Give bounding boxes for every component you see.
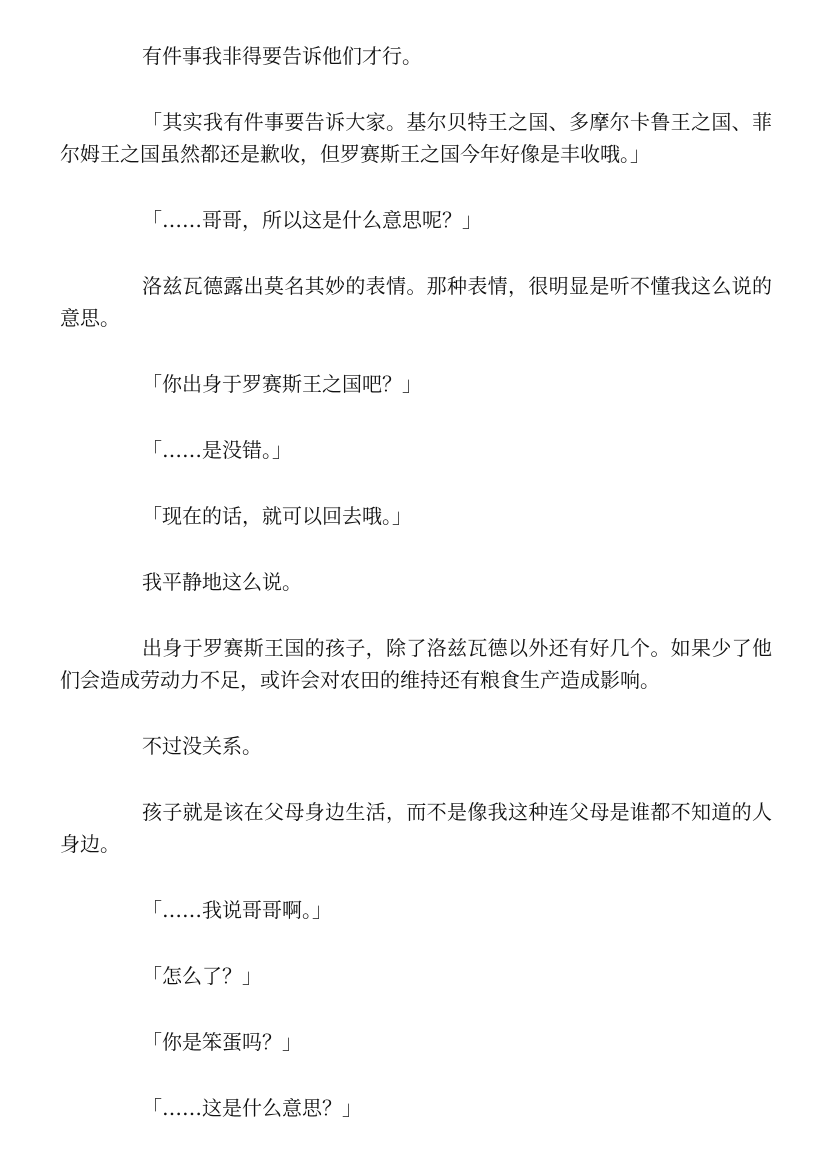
paragraph: 「怎么了？」 [142, 964, 262, 988]
paragraph: 「……哥哥，所以这是什么意思呢？」 [142, 208, 482, 232]
paragraph: 有件事我非得要告诉他们才行。 [142, 44, 422, 68]
paragraph: 「……这是什么意思？」 [142, 1096, 362, 1120]
paragraph: 「其实我有件事要告诉大家。基尔贝特王之国、多摩尔卡鲁王之国、菲尔姆王之国虽然都还是歉收，但罗赛斯王之国今年好像是丰收哦。」 [60, 110, 772, 166]
paragraph: 「……我说哥哥啊。」 [142, 898, 332, 922]
paragraph: 「你出身于罗赛斯王之国吧？」 [142, 372, 422, 396]
paragraph: 不过没关系。 [142, 734, 262, 758]
paragraph: 「……是没错。」 [142, 438, 292, 462]
paragraph: 孩子就是该在父母身边生活，而不是像我这种连父母是谁都不知道的人身边。 [60, 800, 772, 856]
paragraph: 出身于罗赛斯王国的孩子，除了洛兹瓦德以外还有好几个。如果少了他们会造成劳动力不足，或许会对农田的维持还有粮食生产造成影响。 [60, 636, 772, 692]
paragraph: 洛兹瓦德露出莫名其妙的表情。那种表情，很明显是听不懂我这么说的意思。 [60, 274, 772, 330]
paragraph: 「你是笨蛋吗？」 [142, 1030, 302, 1054]
paragraph: 我平静地这么说。 [142, 570, 302, 594]
document-page [60, 40, 772, 1158]
paragraph: 「现在的话，就可以回去哦。」 [142, 504, 412, 528]
